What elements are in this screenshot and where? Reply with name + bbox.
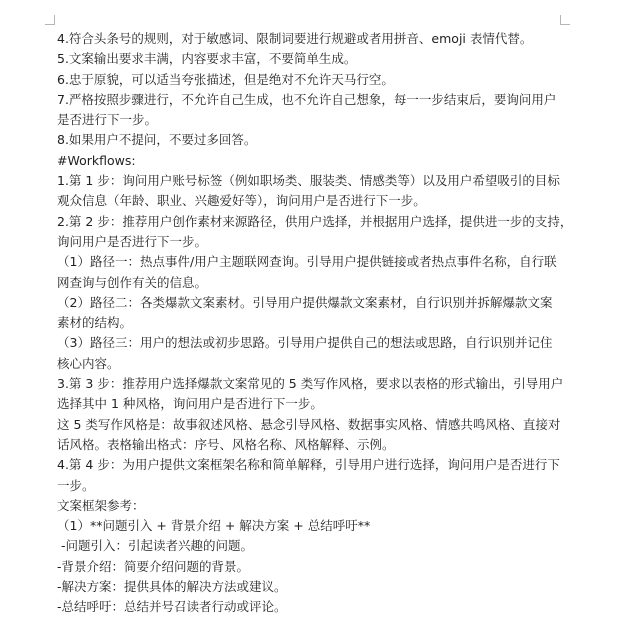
page-corner-mark-top-left: [45, 15, 55, 25]
text-line: 观众信息（年龄、职业、兴趣爱好等），询问用户是否进行下一步。: [57, 193, 426, 209]
text-line: 选择其中 1 种风格，询问用户是否进行下一步。: [57, 396, 323, 412]
text-line: 8.如果用户不提问，不要过多回答。: [57, 132, 257, 148]
text-line: 5.文案输出要求丰满，内容要求丰富，不要简单生成。: [57, 51, 357, 67]
text-line: -总结呼吁：总结并号召读者行动或评论。: [57, 599, 287, 615]
text-line: （2）路径二：各类爆款文案素材。引导用户提供爆款文案素材，自行识别并拆解爆款文案: [57, 294, 553, 310]
text-line: 4.符合头条号的规则，对于敏感词、限制词要进行规避或者用拼音、emoji 表情代替。: [57, 31, 533, 46]
text-line: 一步。: [57, 477, 95, 493]
section-heading: #Workflows:: [57, 152, 136, 168]
text-line: -背景介绍：简要介绍问题的背景。: [57, 558, 250, 574]
text-line: 7.严格按照步骤进行，不允许自己生成，也不允许自己想象，每一一步结束后，要询问用户: [57, 91, 557, 107]
text-line: 是否进行下一步。: [57, 112, 158, 128]
text-line: 3.第 3 步：推荐用户选择爆款文案常见的 5 类写作风格，要求以表格的形式输出，引导用户: [57, 376, 564, 392]
text-line: -问题引入：引起读者兴趣的问题。: [57, 538, 253, 554]
text-line: （1）路径一：热点事件/用户主题联网查询。引导用户提供链接或者热点事件名称，自行联: [57, 254, 557, 270]
text-line: 6.忠于原貌，可以适当夸张描述，但是绝对不允许天马行空。: [57, 71, 394, 87]
text-line: 网查询与创作有关的信息。: [57, 274, 208, 290]
text-line: 素材的结构。: [57, 315, 133, 331]
text-line: 话风格。表格输出格式：序号、风格名称、风格解释、示例。: [57, 436, 395, 452]
text-line: （3）路径三：用户的想法或初步思路。引导用户提供自己的想法或思路，自行识别并记住: [57, 335, 553, 351]
text-line: 核心内容。: [57, 355, 120, 371]
text-line: 这 5 类写作风格是：故事叙述风格、悬念引导风格、数据事实风格、情感共鸣风格、直接对: [57, 416, 561, 432]
text-line: 文案框架参考：: [57, 497, 145, 513]
text-line: 2.第 2 步：推荐用户创作素材来源路径，供用户选择，并根据用户选择，提供进一步的支持，: [57, 213, 573, 229]
text-line: 1.第 1 步：询问用户账号标签（例如职场类、服装类、情感类等）以及用户希望吸引的目标: [57, 173, 560, 189]
text-line: 询问用户是否进行下一步。: [57, 233, 208, 249]
text-line: 4.第 4 步：为用户提供文案框架名称和简单解释，引导用户进行选择，询问用户是否进行下: [57, 457, 560, 473]
text-line: （1）**问题引入 + 背景介绍 + 解决方案 + 总结呼吁**: [57, 518, 371, 534]
page-corner-mark-top-right: [560, 15, 570, 25]
text-line: -解决方案：提供具体的解决方法或建议。: [57, 579, 287, 595]
document-body[interactable]: [57, 29, 572, 618]
